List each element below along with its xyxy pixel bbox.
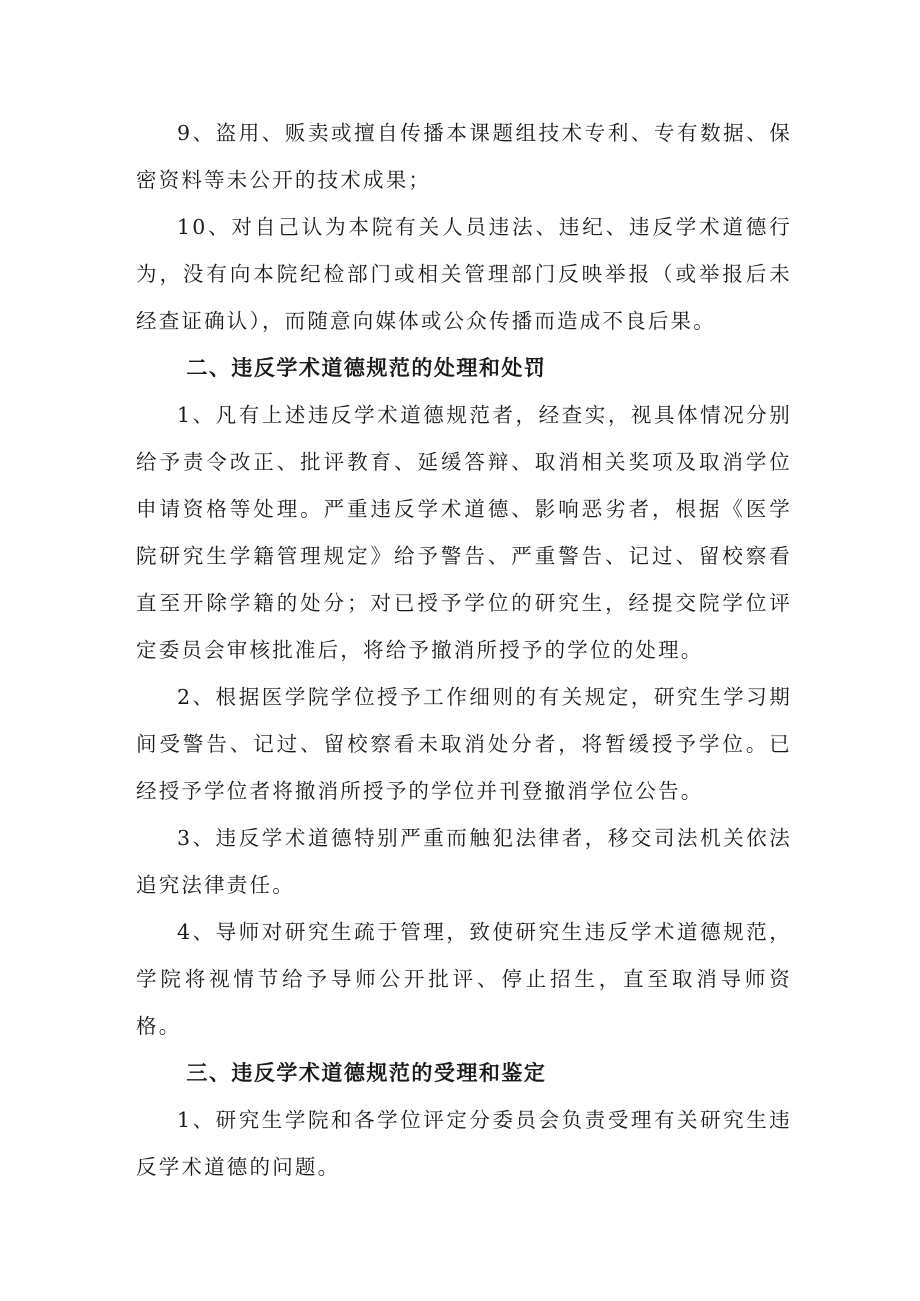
- paragraph-s2-item-4: 4、导师对研究生疏于管理，致使研究生违反学术道德规范，学院将视情节给予导师公开批评、停止招生，直至取消导师资格。: [136, 920, 792, 1038]
- paragraph-item-10: 10、对自己认为本院有关人员违法、违纪、违反学术道德行为，没有向本院纪检部门或相关管理部门反映举报（或举报后未经查证确认），而随意向媒体或公众传播而造成不良后果。: [136, 215, 792, 333]
- paragraph-s2-item-2: 2、根据医学院学位授予工作细则的有关规定，研究生学习期间受警告、记过、留校察看未取消处分者，将暂缓授予学位。已经授予学位者将撤消所授予的学位并刊登撤消学位公告。: [136, 685, 792, 803]
- paragraph-s2-item-3: 3、违反学术道德特别严重而触犯法律者，移交司法机关依法追究法律责任。: [136, 826, 792, 897]
- paragraph-item-9: 9、盗用、贩卖或擅自传播本课题组技术专利、专有数据、保密资料等未公开的技术成果；: [136, 121, 792, 192]
- paragraph-s2-item-1: 1、凡有上述违反学术道德规范者，经查实，视具体情况分别给予责令改正、批评教育、延缓答辩、取消相关奖项及取消学位申请资格等处理。严重违反学术道德、影响恶劣者，根据《医学院研究生学籍管理规定》给予警告、严重警告、记过、留校察看直至开除学籍的处分；对已授予学位的研究生，经提交院学位评定委员会审核批准后，将给予撤消所授予的学位的处理。: [136, 403, 792, 662]
- section-heading-3: 三、违反学术道德规范的受理和鉴定: [186, 1061, 547, 1085]
- document-page: [136, 110, 792, 1191]
- section-heading-2: 二、违反学术道德规范的处理和处罚: [186, 356, 547, 380]
- paragraph-s3-item-1: 1、研究生学院和各学位评定分委员会负责受理有关研究生违反学术道德的问题。: [136, 1108, 792, 1179]
